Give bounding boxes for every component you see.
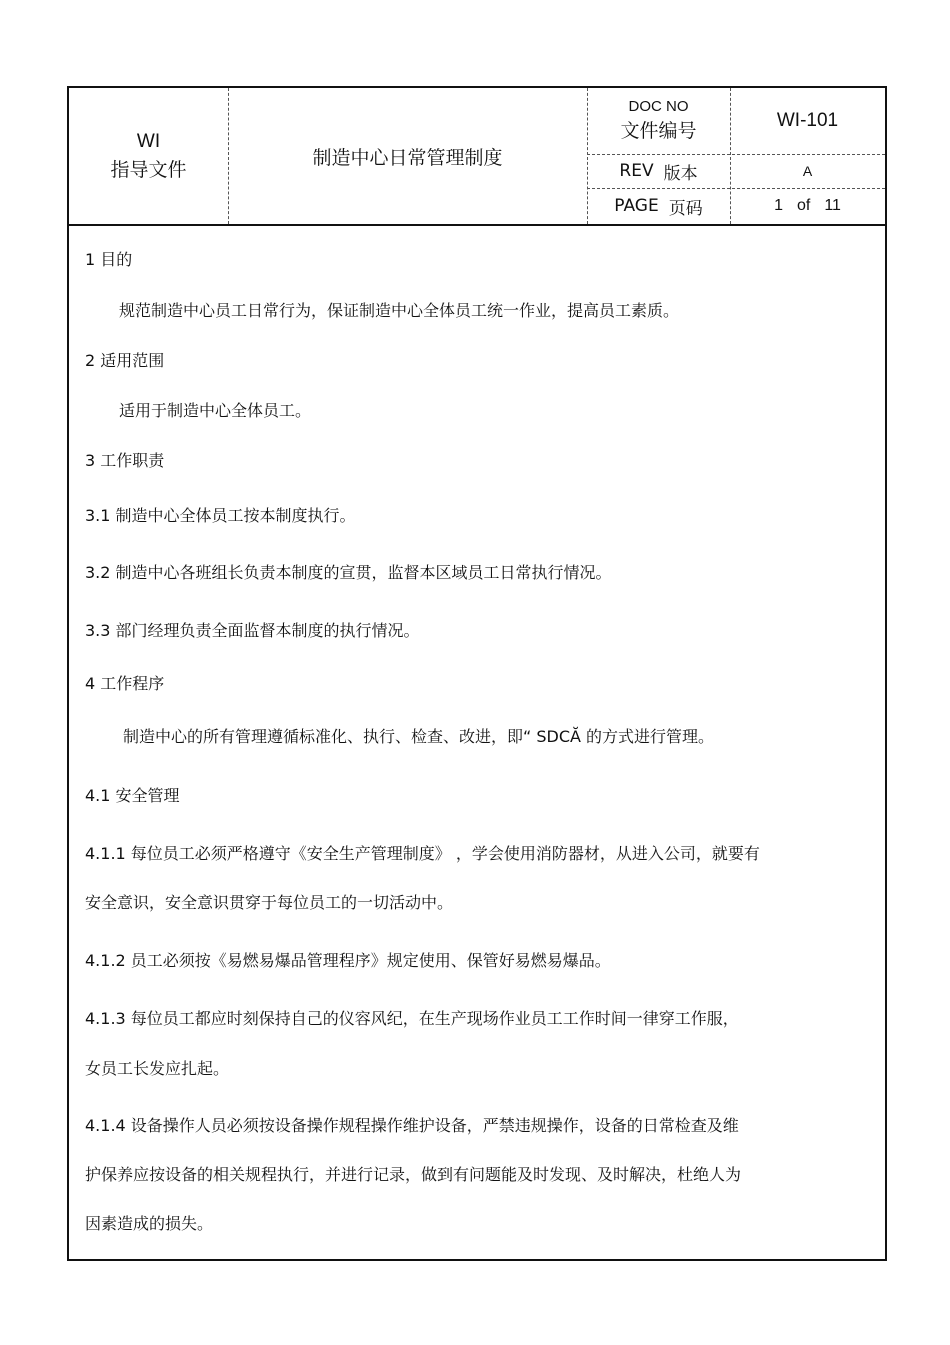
page-label-cell (587, 188, 730, 224)
rev-value: A (802, 163, 813, 179)
rev-label-zh: 版本 (663, 163, 698, 184)
item-4-1-4-line-3: 因素造成的损失。 (85, 1214, 214, 1233)
heading-4-1-safety: 4.1 安全管理 (85, 786, 180, 805)
item-3-1: 3.1 制造中心全体员工按本制度执行。 (85, 506, 356, 525)
heading-4-procedure: 4 工作程序 (85, 674, 165, 693)
item-3-2: 3.2 制造中心各班组长负责本制度的宣贯，监督本区域员工日常执行情况。 (85, 563, 612, 582)
doc-no-label-en: DOC NO (628, 98, 689, 115)
heading-2-scope: 2 适用范围 (85, 351, 165, 370)
page-total: 11 (824, 197, 841, 214)
item-4-1-1-line-2: 安全意识，安全意识贯穿于每位员工的一切活动中。 (85, 893, 454, 912)
item-4-1-3-line-2: 女员工长发应扎起。 (85, 1059, 230, 1078)
document-header-table (69, 88, 885, 226)
paragraph-purpose: 规范制造中心员工日常行为，保证制造中心全体员工统一作业，提高员工素质。 (119, 301, 680, 320)
page-label-en: PAGE (614, 196, 659, 216)
rev-label-en: REV (619, 161, 654, 181)
page-current: 1 (774, 197, 783, 214)
item-4-1-4-line-1: 4.1.4 设备操作人员必须按设备操作规程操作维护设备，严禁违规操作，设备的日常检查及维 (85, 1116, 739, 1135)
heading-1-purpose: 1 目的 (85, 250, 133, 269)
doc-type-label: 指导文件 (110, 159, 187, 181)
item-4-1-2: 4.1.2 员工必须按《易燃易爆品管理程序》规定使用、保管好易燃易爆品。 (85, 951, 611, 970)
doc-type-cell (69, 88, 228, 224)
item-3-3: 3.3 部门经理负责全面监督本制度的执行情况。 (85, 621, 420, 640)
doc-no-label-cell (587, 88, 730, 154)
document-title: 制造中心日常管理制度 (312, 146, 503, 169)
item-4-1-4-line-2: 护保养应按设备的相关规程执行，并进行记录，做到有问题能及时发现、及时解决，杜绝人为 (85, 1165, 742, 1184)
doc-type-code: WI (136, 131, 161, 152)
document-frame (67, 86, 887, 1261)
page-number-cell (730, 188, 885, 224)
page-of: of (796, 197, 811, 214)
paragraph-procedure: 制造中心的所有管理遵循标准化、执行、检查、改进，即“ SDCĂ 的方式进行管理。 (123, 727, 715, 746)
item-4-1-3-line-1: 4.1.3 每位员工都应时刻保持自己的仪容风纪，在生产现场作业员工工作时间一律穿工作服， (85, 1009, 739, 1028)
doc-no-label-zh: 文件编号 (620, 120, 697, 142)
paragraph-scope: 适用于制造中心全体员工。 (119, 401, 312, 420)
item-4-1-1-line-1: 4.1.1 每位员工必须严格遵守《安全生产管理制度》 ，学会使用消防器材，从进入公司，就要有 (85, 844, 760, 863)
heading-3-responsibilities: 3 工作职责 (85, 451, 165, 470)
page-label-zh: 页码 (668, 198, 703, 219)
doc-no-value: WI-101 (776, 110, 839, 131)
rev-label-cell (587, 154, 730, 188)
